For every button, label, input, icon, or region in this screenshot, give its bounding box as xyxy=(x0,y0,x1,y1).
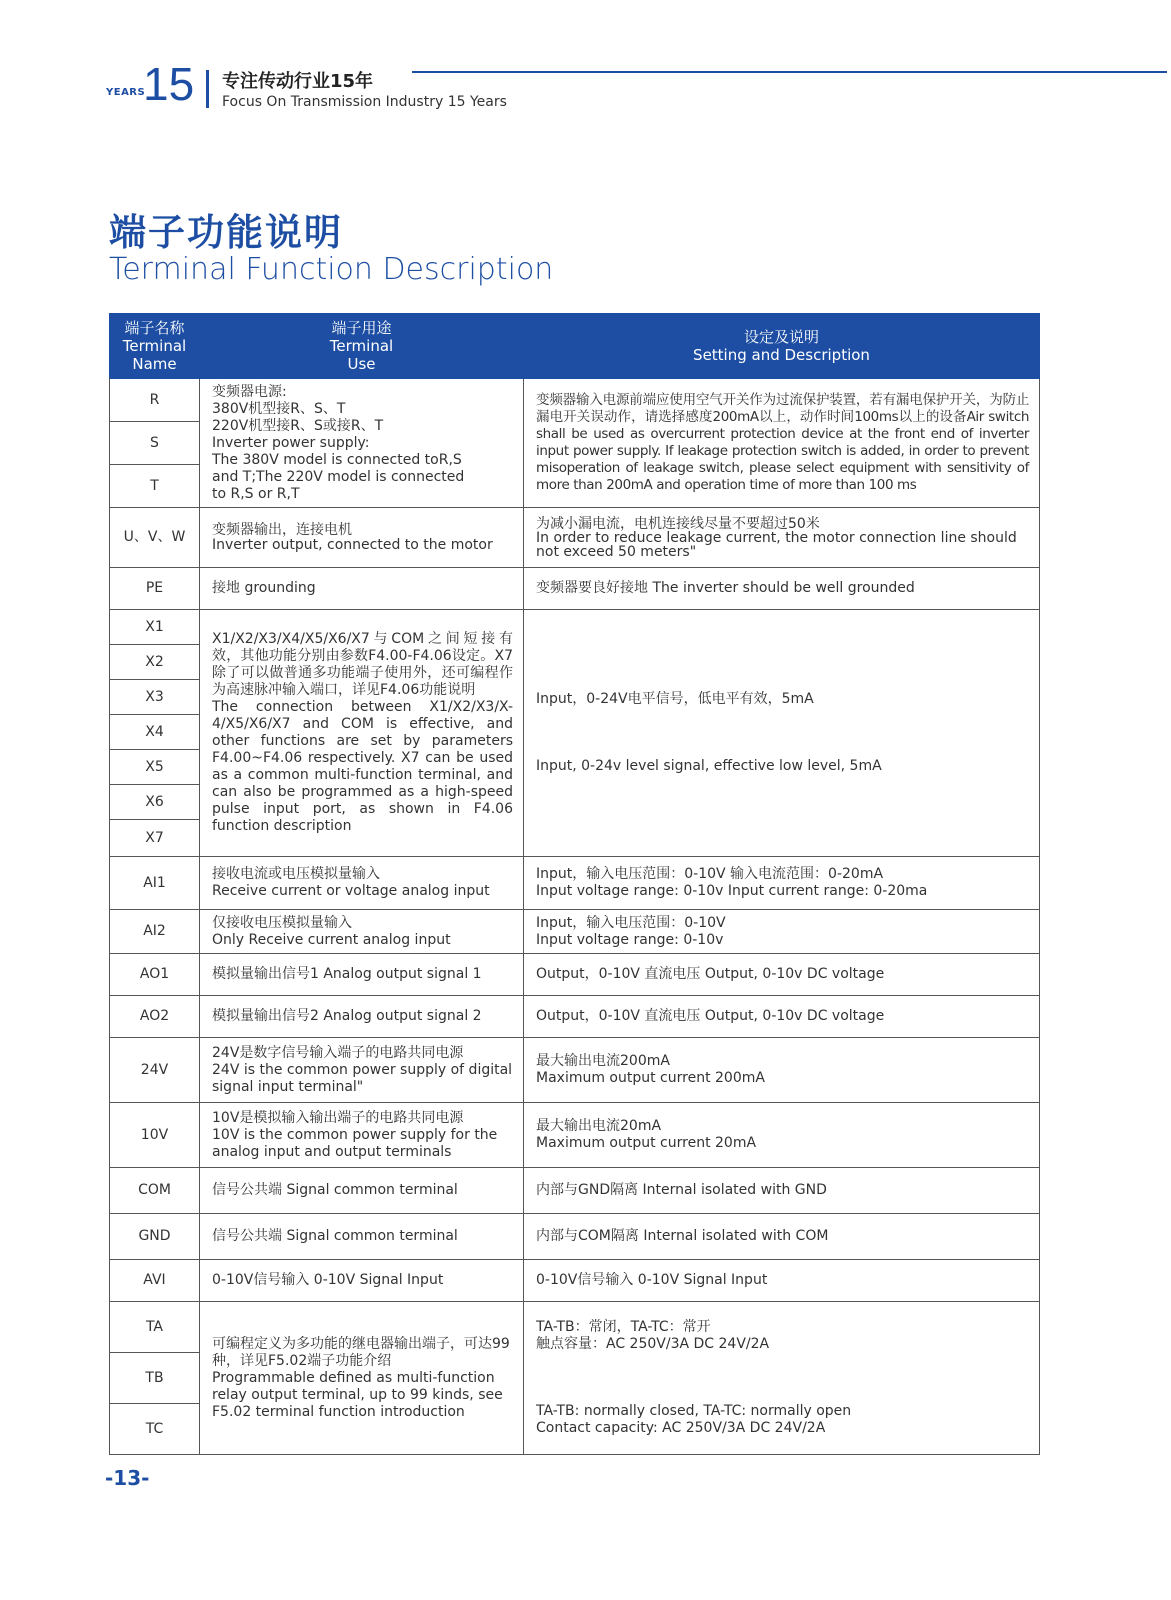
description-en: Input, 0-24v level signal, effective low level, 5mA xyxy=(536,758,882,774)
years-number: 15 xyxy=(143,58,195,110)
table-row xyxy=(110,568,1040,610)
terminal-use: X1/X2/X3/X4/X5/X6/X7与COM之间短接有效，其他功能分别由参数F4.00-F4.06设定。X7除了可以做普通多功能端子使用外，还可编程作为高速脉冲输入端口，详见F4.06功能说明 The connection between X1/X2/X3/X-4/X5/X6/X7 and COM is effective, and other functions are set by parameters F4.00~F4.06 respectively. X7 can be used as a common multi-function terminal, and can also be programmed as a high-speed pulse input port, as shown in F4.06 function description xyxy=(200,610,524,857)
page-header xyxy=(0,0,1171,120)
terminal-use: 0-10V信号输入 0-10V Signal Input xyxy=(200,1260,524,1302)
terminal-use: 信号公共端 Signal common terminal xyxy=(200,1214,524,1260)
table-row xyxy=(110,954,1040,996)
terminal-use: 接收电流或电压模拟量输入 Receive current or voltage analog input xyxy=(200,857,524,910)
terminal-description: 变频器要良好接地 The inverter should be well grounded xyxy=(524,568,1040,610)
header-divider xyxy=(206,70,209,108)
terminal-description: 内部与GND隔离 Internal isolated with GND xyxy=(524,1168,1040,1214)
terminal-name: X2 xyxy=(110,645,200,680)
terminal-use: 接地 grounding xyxy=(200,568,524,610)
header-terminal-use: 端子用途 Terminal Use xyxy=(200,314,524,379)
terminal-description: 为减小漏电流，电机连接线尽量不要超过50米 In order to reduce leakage current, the motor connection line should not exceed 50 meters" xyxy=(524,508,1040,568)
terminal-use: 变频器输出，连接电机 Inverter output, connected to the motor xyxy=(200,508,524,568)
description-cn: Input，0-24V电平信号，低电平有效，5mA xyxy=(536,691,814,707)
terminal-description: Input，输入电压范围：0-10V Input voltage range: 0-10v xyxy=(524,910,1040,954)
terminal-name: X6 xyxy=(110,785,200,820)
terminal-name: X1 xyxy=(110,610,200,645)
page-title-cn: 端子功能说明 xyxy=(109,211,343,254)
spacer xyxy=(536,725,1029,741)
terminal-description: Output，0-10V 直流电压 Output, 0-10v DC voltage xyxy=(524,954,1040,996)
terminal-use: 信号公共端 Signal common terminal xyxy=(200,1168,524,1214)
terminal-use: 可编程定义为多功能的继电器输出端子，可达99种，详见F5.02端子功能介绍 Programmable defined as multi-function relay output terminal, up to 99 kinds, see F5.02 terminal function introduction xyxy=(200,1302,524,1455)
header-terminal-name: 端子名称 Terminal Name xyxy=(110,314,200,379)
terminal-name: X5 xyxy=(110,750,200,785)
terminal-name: U、V、W xyxy=(110,508,200,568)
table-row xyxy=(110,910,1040,954)
terminal-description: Input，输入电压范围：0-10V 输入电流范围：0-20mA Input voltage range: 0-10v Input current range: 0-20ma xyxy=(524,857,1040,910)
table-row xyxy=(110,857,1040,910)
terminal-use: 模拟量输出信号2 Analog output signal 2 xyxy=(200,996,524,1038)
terminal-use: 仅接收电压模拟量输入 Only Receive current analog input xyxy=(200,910,524,954)
page-title-en: Terminal Function Description xyxy=(109,252,554,287)
header-title-cn: 专注传动行业15年 xyxy=(222,71,374,92)
terminal-table xyxy=(109,313,1040,1455)
table-row xyxy=(110,1214,1040,1260)
terminal-description xyxy=(524,610,1040,857)
table-row xyxy=(110,1168,1040,1214)
terminal-name: TA xyxy=(110,1302,200,1353)
header-title-en: Focus On Transmission Industry 15 Years xyxy=(222,94,507,110)
terminal-name: X4 xyxy=(110,715,200,750)
description-cn: TA-TB：常闭，TA-TC：常开 触点容量：AC 250V/3A DC 24V/2A xyxy=(536,1319,770,1352)
terminal-name: COM xyxy=(110,1168,200,1214)
terminal-name: R xyxy=(110,379,200,422)
terminal-name: 10V xyxy=(110,1103,200,1168)
years-label: YEARS xyxy=(106,87,146,98)
terminal-description: 内部与COM隔离 Internal isolated with COM xyxy=(524,1214,1040,1260)
spacer xyxy=(536,1370,1029,1386)
terminal-name: AI1 xyxy=(110,857,200,910)
table-row xyxy=(110,996,1040,1038)
terminal-name: AO1 xyxy=(110,954,200,996)
terminal-description: 变频器输入电源前端应使用空气开关作为过流保护装置，若有漏电保护开关，为防止漏电开关误动作，请选择感度200mA以上，动作时间100ms以上的设备Air switch shall be used as overcurrent protection device at the front end of inverter input power supply. If leakage protection switch is added, in order to prevent misoperation of leakage switch, please select equipment with sensitivity of more than 200mA and operation time of more than 100 ms xyxy=(524,379,1040,508)
terminal-name: X3 xyxy=(110,680,200,715)
terminal-name: AO2 xyxy=(110,996,200,1038)
terminal-name: S xyxy=(110,422,200,465)
terminal-use: 10V是模拟输入输出端子的电路共同电源 10V is the common power supply for the analog input and output terminals xyxy=(200,1103,524,1168)
terminal-name: AVI xyxy=(110,1260,200,1302)
terminal-description: 0-10V信号输入 0-10V Signal Input xyxy=(524,1260,1040,1302)
terminal-name: TB xyxy=(110,1353,200,1404)
terminal-name: AI2 xyxy=(110,910,200,954)
terminal-description: 最大输出电流20mA Maximum output current 20mA xyxy=(524,1103,1040,1168)
terminal-name: PE xyxy=(110,568,200,610)
terminal-name: TC xyxy=(110,1404,200,1455)
terminal-name: T xyxy=(110,465,200,508)
header-rule xyxy=(412,71,1167,73)
table-header-row xyxy=(110,314,1040,379)
description-en: TA-TB: normally closed, TA-TC: normally open Contact capacity: AC 250V/3A DC 24V/2A xyxy=(536,1403,852,1436)
table-row xyxy=(110,508,1040,568)
page-number: -13- xyxy=(105,1466,150,1490)
terminal-use: 24V是数字信号输入端子的电路共同电源 24V is the common power supply of digital signal input terminal" xyxy=(200,1038,524,1103)
table-row xyxy=(110,379,1040,422)
terminal-use: 模拟量输出信号1 Analog output signal 1 xyxy=(200,954,524,996)
table-row xyxy=(110,1302,1040,1353)
terminal-name: GND xyxy=(110,1214,200,1260)
terminal-description xyxy=(524,1302,1040,1455)
terminal-description: Output，0-10V 直流电压 Output, 0-10v DC voltage xyxy=(524,996,1040,1038)
terminal-name: 24V xyxy=(110,1038,200,1103)
table-row xyxy=(110,610,1040,645)
table-row xyxy=(110,1103,1040,1168)
header-setting-description: 设定及说明 Setting and Description xyxy=(524,314,1040,379)
table-row xyxy=(110,1260,1040,1302)
table-row xyxy=(110,1038,1040,1103)
terminal-name: X7 xyxy=(110,820,200,857)
terminal-use: 变频器电源: 380V机型接R、S、T 220V机型接R、S或接R、T Inverter power supply: The 380V model is connected toR,S and T;The 220V model is connected to R,S or R,T xyxy=(200,379,524,508)
terminal-description: 最大输出电流200mA Maximum output current 200mA xyxy=(524,1038,1040,1103)
